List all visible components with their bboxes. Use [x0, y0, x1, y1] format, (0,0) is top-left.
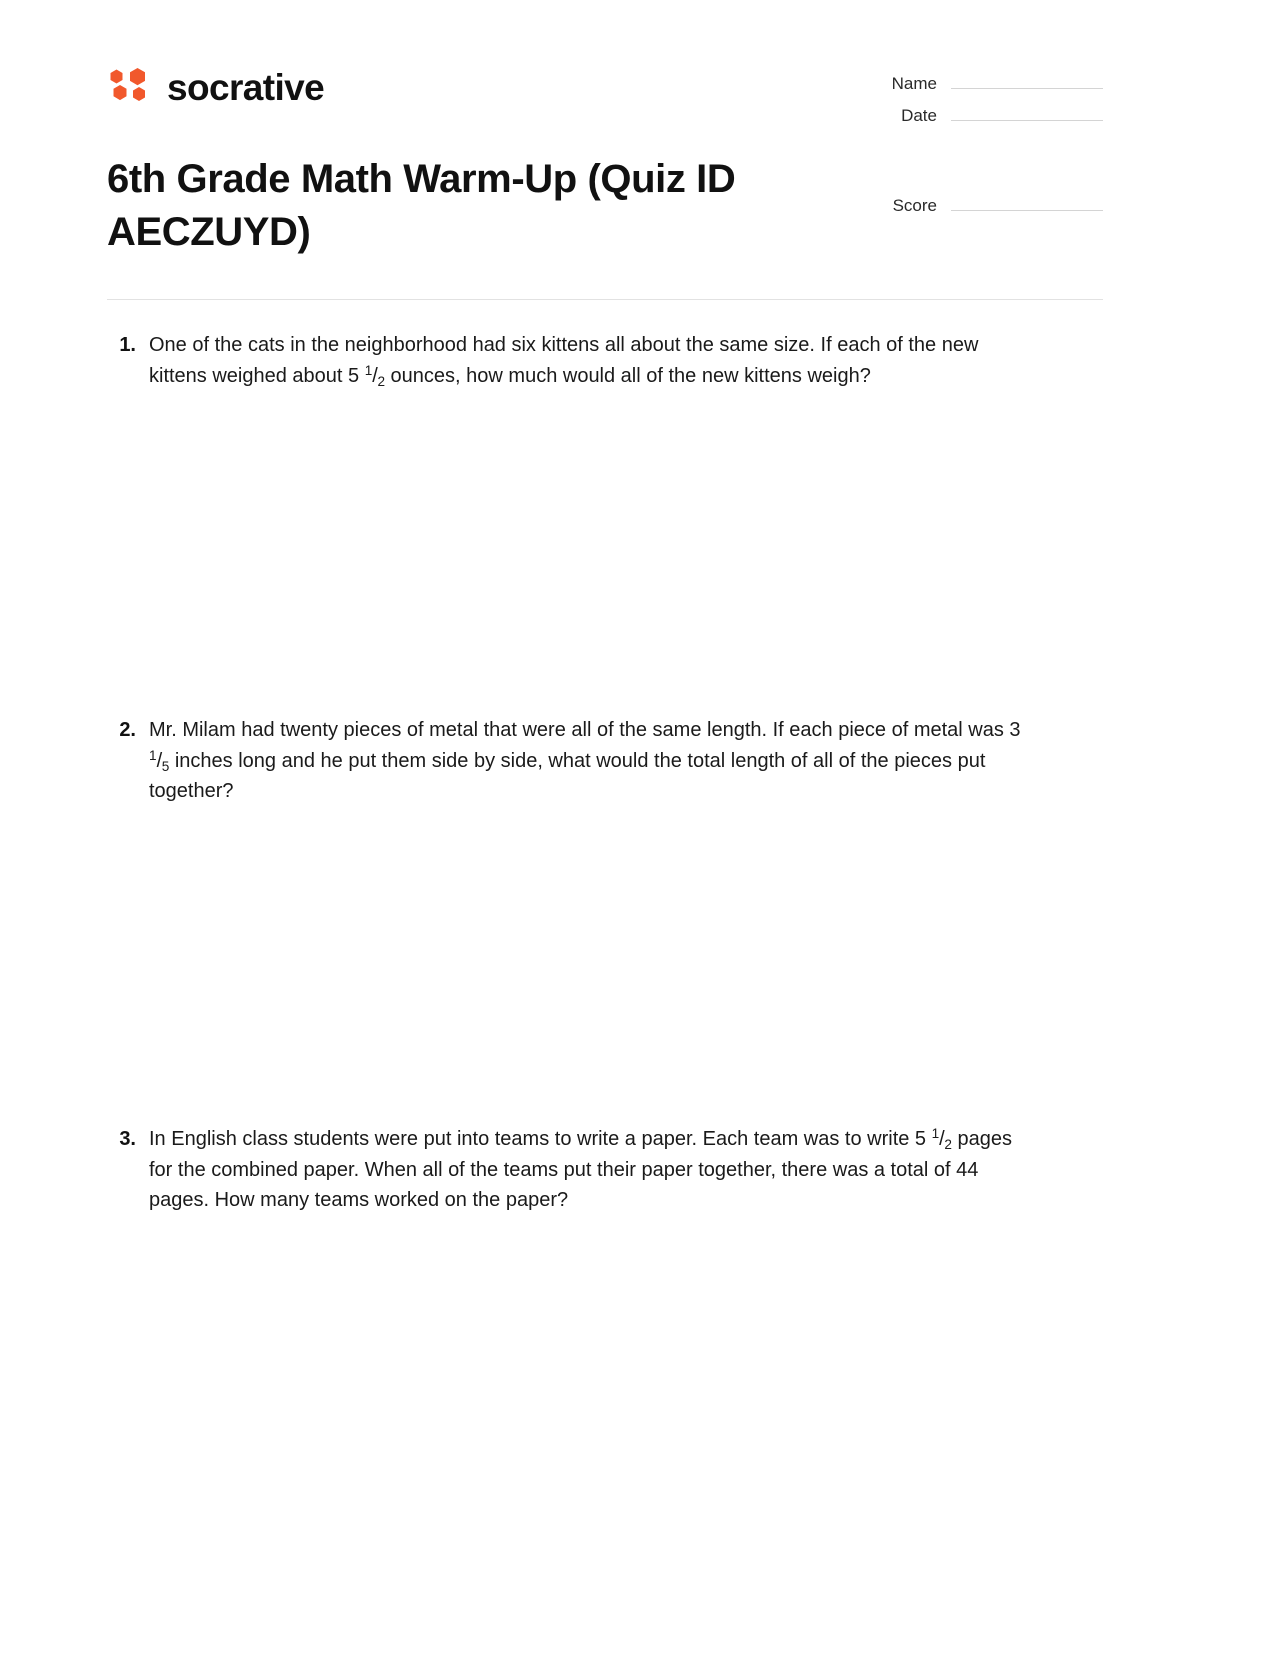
- fraction: $^1/_2$: [931, 1126, 952, 1153]
- answer-space[interactable]: [107, 391, 1103, 715]
- answer-space[interactable]: [107, 806, 1103, 1124]
- date-field-label: Date: [901, 106, 937, 125]
- fraction: $^1/_2$: [364, 362, 385, 389]
- hexagon-cluster-icon: [107, 65, 151, 109]
- question-number: 1.: [119, 334, 136, 357]
- question-item: [107, 330, 1103, 391]
- score-field-line[interactable]: [951, 195, 1103, 211]
- fraction: $^1/_5$: [149, 747, 170, 774]
- date-field-row: [863, 105, 1103, 126]
- question-list: [107, 330, 1103, 1215]
- page-title: 6th Grade Math Warm-Up (Quiz ID AECZUYD): [107, 157, 736, 255]
- question-number: 3.: [119, 1128, 136, 1151]
- question-text: Mr. Milam had twenty pieces of metal that were all of the same length. If each piece of metal was 3 $^1/_5$ inches long and he put them side by side, what would the total length of all of the pieces put together?: [149, 719, 1021, 802]
- score-field-label: Score: [892, 196, 937, 215]
- question-text: One of the cats in the neighborhood had six kittens all about the same size. If each of the new kittens weighed about 5 $^1/_2$ ounces, how much would all of the new kittens weigh?: [149, 334, 979, 389]
- page-header: [107, 55, 1103, 125]
- date-field-line[interactable]: [951, 105, 1103, 121]
- name-field-label: Name: [891, 74, 937, 93]
- question-text: In English class students were put into teams to write a paper. Each team was to write 5 $^1/_2$ pages for the combined paper. When all of the teams put their paper together, there was a total of 44 pages. How many teams worked on the paper?: [149, 1126, 1012, 1212]
- socrative-logo: [107, 55, 324, 109]
- title-block: [107, 153, 1103, 259]
- name-field-row: [863, 73, 1103, 94]
- brand-name: socrative: [167, 66, 325, 108]
- question-item: [107, 1124, 1103, 1215]
- score-field-row: [863, 195, 1103, 216]
- question-item: [107, 715, 1103, 806]
- question-number: 2.: [119, 719, 136, 742]
- student-info-fields: [863, 55, 1103, 137]
- score-field-wrap: [863, 153, 1103, 227]
- name-field-line[interactable]: [951, 73, 1103, 89]
- header-divider: [107, 299, 1103, 300]
